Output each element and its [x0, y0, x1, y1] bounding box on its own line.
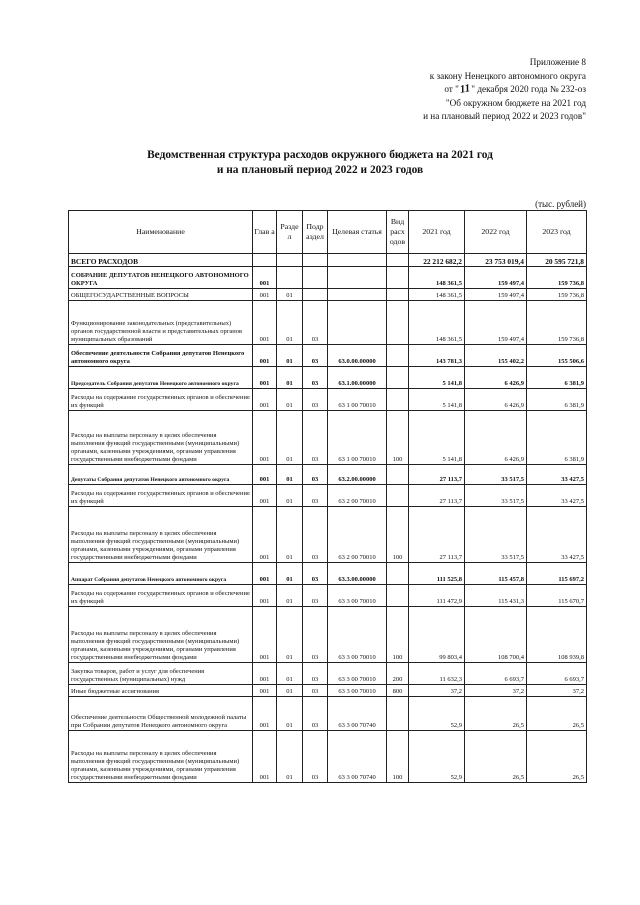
table-row — [69, 289, 587, 301]
row-2023: 33 427,5 — [527, 485, 587, 507]
row-name: ВСЕГО РАСХОДОВ — [69, 254, 253, 267]
row-statya: 63 1 00 70010 — [328, 411, 387, 465]
row-name: ОБЩЕГОСУДАРСТВЕННЫЕ ВОПРОСЫ — [69, 289, 253, 301]
row-2023: 20 595 721,8 — [527, 254, 587, 267]
annex-line-2: к закону Ненецкого автономного округа — [429, 70, 586, 81]
row-name: Председатель Собрания депутатов Ненецкого автономного округа — [69, 367, 253, 389]
row-podrazdel: 03 — [303, 663, 328, 685]
row-podrazdel: 03 — [303, 345, 328, 367]
row-name: Расходы на выплаты персоналу в целях обеспечения выполнения функций государственными (муниципальными) органами, казенными учреждениями, органами управления государственными внебюджетными фондами — [69, 607, 253, 663]
row-glava: 001 — [253, 731, 277, 783]
header-2022: 2022 год — [465, 211, 527, 254]
row-name: Расходы на содержание государственных органов и обеспечение их функций — [69, 485, 253, 507]
row-razdel: 01 — [277, 685, 303, 697]
row-2022: 26,5 — [465, 731, 527, 783]
row-2021: 52,9 — [409, 697, 465, 731]
row-razdel: 01 — [277, 607, 303, 663]
table-header-row — [69, 211, 587, 254]
row-podrazdel: 03 — [303, 731, 328, 783]
row-podrazdel: 03 — [303, 411, 328, 465]
row-razdel: 01 — [277, 301, 303, 345]
row-2023: 159 736,8 — [527, 289, 587, 301]
row-2023: 33 427,5 — [527, 507, 587, 563]
table-row — [69, 485, 587, 507]
row-2021: 37,2 — [409, 685, 465, 697]
row-2021: 52,9 — [409, 731, 465, 783]
header-2021: 2021 год — [409, 211, 465, 254]
row-vid — [387, 389, 409, 411]
row-glava: 001 — [253, 267, 277, 289]
row-statya: 63 3 00 70740 — [328, 697, 387, 731]
row-2022: 115 457,8 — [465, 563, 527, 585]
row-2021: 99 803,4 — [409, 607, 465, 663]
annex-date-prefix: от " — [444, 84, 459, 95]
row-podrazdel — [303, 267, 328, 289]
row-statya: 63.2.00.00000 — [328, 465, 387, 485]
table-row — [69, 389, 587, 411]
annex-line-1: Приложение 8 — [529, 57, 586, 67]
row-statya — [328, 289, 387, 301]
row-2023: 155 506,6 — [527, 345, 587, 367]
row-2021: 5 141,8 — [409, 389, 465, 411]
row-2021: 27 113,7 — [409, 465, 465, 485]
table-row — [69, 301, 587, 345]
header-name: Наименование — [69, 211, 253, 254]
header-glava: Глав а — [253, 211, 277, 254]
row-podrazdel: 03 — [303, 585, 328, 607]
row-podrazdel — [303, 289, 328, 301]
row-2023: 108 939,8 — [527, 607, 587, 663]
row-glava: 001 — [253, 411, 277, 465]
row-razdel: 01 — [277, 485, 303, 507]
row-statya: 63 3 00 70010 — [328, 607, 387, 663]
row-2022: 6 426,9 — [465, 411, 527, 465]
row-2021: 5 141,8 — [409, 367, 465, 389]
row-name: Расходы на содержание государственных органов и обеспечение их функций — [69, 585, 253, 607]
row-glava: 001 — [253, 607, 277, 663]
row-razdel: 01 — [277, 697, 303, 731]
row-vid: 100 — [387, 507, 409, 563]
row-2022: 159 497,4 — [465, 301, 527, 345]
row-name: Аппарат Собрания депутатов Ненецкого автономного округа — [69, 563, 253, 585]
row-statya — [328, 301, 387, 345]
row-2022: 155 402,2 — [465, 345, 527, 367]
row-razdel: 01 — [277, 411, 303, 465]
row-razdel: 01 — [277, 585, 303, 607]
row-podrazdel: 03 — [303, 301, 328, 345]
table-row — [69, 663, 587, 685]
row-statya: 63.1.00.00000 — [328, 367, 387, 389]
row-2021: 22 212 682,2 — [409, 254, 465, 267]
row-glava: 001 — [253, 465, 277, 485]
row-podrazdel — [303, 254, 328, 267]
row-glava: 001 — [253, 485, 277, 507]
row-vid: 100 — [387, 411, 409, 465]
row-2023: 159 736,8 — [527, 301, 587, 345]
row-glava — [253, 254, 277, 267]
row-2022: 37,2 — [465, 685, 527, 697]
row-statya: 63 3 00 70010 — [328, 585, 387, 607]
row-2021: 11 632,3 — [409, 663, 465, 685]
row-2021: 111 525,8 — [409, 563, 465, 585]
row-name: СОБРАНИЕ ДЕПУТАТОВ НЕНЕЦКОГО АВТОНОМНОГО ОКРУГА — [69, 267, 253, 289]
row-2023: 6 381,9 — [527, 389, 587, 411]
row-2022: 33 517,5 — [465, 507, 527, 563]
row-glava: 001 — [253, 563, 277, 585]
row-2022: 159 497,4 — [465, 289, 527, 301]
row-2022: 23 753 019,4 — [465, 254, 527, 267]
row-2021: 5 141,8 — [409, 411, 465, 465]
row-podrazdel: 03 — [303, 465, 328, 485]
row-2023: 6 381,9 — [527, 367, 587, 389]
row-2022: 115 431,3 — [465, 585, 527, 607]
row-statya: 63 2 00 70010 — [328, 485, 387, 507]
table-row — [69, 563, 587, 585]
row-podrazdel: 03 — [303, 507, 328, 563]
row-vid: 100 — [387, 607, 409, 663]
row-podrazdel: 03 — [303, 563, 328, 585]
row-name: Иные бюджетные ассигнования — [69, 685, 253, 697]
row-name: Обеспечение деятельности Собрания депутатов Ненецкого автономного округа — [69, 345, 253, 367]
row-name: Обеспечение деятельности Общественной молодежной палаты при Собрании депутатов Ненецкого автономного округа — [69, 697, 253, 731]
units-label: (тыс. рублей) — [535, 199, 586, 209]
row-razdel: 01 — [277, 731, 303, 783]
row-statya: 63 2 00 70010 — [328, 507, 387, 563]
row-2021: 111 472,9 — [409, 585, 465, 607]
row-name: Расходы на выплаты персоналу в целях обеспечения выполнения функций государственными (муниципальными) органами, казенными учреждениями, органами управления государственными внебюджетными фондами — [69, 731, 253, 783]
row-2023: 115 670,7 — [527, 585, 587, 607]
title-line-1: Ведомственная структура расходов окружного бюджета на 2021 год — [147, 149, 493, 161]
row-vid — [387, 485, 409, 507]
row-name: Функционирование законодательных (представительных) органов государственной власти и представительных органов муниципальных образований — [69, 301, 253, 345]
row-2021: 148 361,5 — [409, 301, 465, 345]
row-statya: 63.3.00.00000 — [328, 563, 387, 585]
row-2021: 143 781,3 — [409, 345, 465, 367]
row-statya: 63 3 00 70010 — [328, 685, 387, 697]
row-glava: 001 — [253, 289, 277, 301]
annex-line-4: "Об окружном бюджете на 2021 год — [445, 97, 586, 108]
row-podrazdel: 03 — [303, 697, 328, 731]
row-razdel: 01 — [277, 563, 303, 585]
annex-block — [286, 56, 586, 124]
row-2022: 6 693,7 — [465, 663, 527, 685]
row-podrazdel: 03 — [303, 389, 328, 411]
annex-date-suffix: " декабря 2020 года № 232-оз — [471, 84, 586, 95]
row-name: Депутаты Собрания депутатов Ненецкого автономного округа — [69, 465, 253, 485]
header-razdel: Разде л — [277, 211, 303, 254]
row-podrazdel: 03 — [303, 485, 328, 507]
row-vid: 800 — [387, 685, 409, 697]
table-row — [69, 507, 587, 563]
table-row — [69, 685, 587, 697]
row-vid — [387, 301, 409, 345]
row-vid: 100 — [387, 731, 409, 783]
row-2021: 27 113,7 — [409, 507, 465, 563]
row-2021: 148 361,5 — [409, 289, 465, 301]
row-glava: 001 — [253, 585, 277, 607]
row-name: Закупка товаров, работ и услуг для обеспечения государственных (муниципальных) нужд — [69, 663, 253, 685]
table-row-total — [69, 254, 587, 267]
row-podrazdel: 03 — [303, 367, 328, 389]
row-vid — [387, 345, 409, 367]
row-glava: 001 — [253, 367, 277, 389]
row-glava: 001 — [253, 697, 277, 731]
row-2022: 6 426,9 — [465, 389, 527, 411]
row-razdel: 01 — [277, 389, 303, 411]
table-row — [69, 585, 587, 607]
row-glava: 001 — [253, 389, 277, 411]
row-2023: 159 736,8 — [527, 267, 587, 289]
row-razdel: 01 — [277, 663, 303, 685]
header-2023: 2023 год — [527, 211, 587, 254]
title-line-2: и на плановый период 2022 и 2023 годов — [216, 164, 424, 176]
row-razdel — [277, 267, 303, 289]
row-razdel: 01 — [277, 345, 303, 367]
table-row — [69, 411, 587, 465]
document-title — [0, 148, 640, 178]
row-2023: 6 381,9 — [527, 411, 587, 465]
row-statya — [328, 267, 387, 289]
row-name: Расходы на выплаты персоналу в целях обеспечения выполнения функций государственными (муниципальными) органами, казенными учреждениями, органами управления государственными внебюджетными фондами — [69, 507, 253, 563]
row-2022: 108 700,4 — [465, 607, 527, 663]
row-2023: 33 427,5 — [527, 465, 587, 485]
table-row — [69, 367, 587, 389]
header-vid: Вид расх одов — [387, 211, 409, 254]
row-2022: 159 497,4 — [465, 267, 527, 289]
row-2023: 37,2 — [527, 685, 587, 697]
row-vid — [387, 367, 409, 389]
row-glava: 001 — [253, 345, 277, 367]
row-glava: 001 — [253, 507, 277, 563]
row-vid — [387, 585, 409, 607]
row-vid — [387, 267, 409, 289]
row-glava: 001 — [253, 685, 277, 697]
row-statya: 63 3 00 70010 — [328, 663, 387, 685]
row-statya: 63 1 00 70010 — [328, 389, 387, 411]
row-razdel: 01 — [277, 507, 303, 563]
row-vid — [387, 254, 409, 267]
table-row — [69, 731, 587, 783]
header-podrazdel: Подр аздел — [303, 211, 328, 254]
row-2023: 115 697,2 — [527, 563, 587, 585]
row-name: Расходы на содержание государственных органов и обеспечение их функций — [69, 389, 253, 411]
row-vid — [387, 289, 409, 301]
row-2022: 6 426,9 — [465, 367, 527, 389]
annex-line-3 — [286, 83, 586, 97]
row-razdel — [277, 254, 303, 267]
expenditure-table — [68, 210, 587, 783]
row-podrazdel: 03 — [303, 607, 328, 663]
table-row — [69, 267, 587, 289]
row-2021: 27 113,7 — [409, 485, 465, 507]
row-vid — [387, 563, 409, 585]
row-podrazdel: 03 — [303, 685, 328, 697]
row-2022: 33 517,5 — [465, 465, 527, 485]
row-2022: 26,5 — [465, 697, 527, 731]
row-statya — [328, 254, 387, 267]
row-2022: 33 517,5 — [465, 485, 527, 507]
table-row — [69, 345, 587, 367]
table-row — [69, 465, 587, 485]
row-glava: 001 — [253, 301, 277, 345]
row-2023: 26,5 — [527, 731, 587, 783]
row-vid — [387, 697, 409, 731]
annex-line-5: и на плановый период 2022 и 2023 годов" — [423, 111, 586, 122]
row-razdel: 01 — [277, 465, 303, 485]
row-2021: 148 361,5 — [409, 267, 465, 289]
handwritten-day: 11 — [458, 82, 472, 97]
row-name: Расходы на выплаты персоналу в целях обеспечения выполнения функций государственными (муниципальными) органами, казенными учреждениями, органами управления государственными внебюджетными фондами — [69, 411, 253, 465]
row-2023: 6 693,7 — [527, 663, 587, 685]
row-vid — [387, 465, 409, 485]
row-glava: 001 — [253, 663, 277, 685]
table-row — [69, 607, 587, 663]
row-statya: 63.0.00.00000 — [328, 345, 387, 367]
header-statya: Целевая статья — [328, 211, 387, 254]
table-row — [69, 697, 587, 731]
row-razdel: 01 — [277, 289, 303, 301]
row-razdel: 01 — [277, 367, 303, 389]
row-statya: 63 3 00 70740 — [328, 731, 387, 783]
row-vid: 200 — [387, 663, 409, 685]
row-2023: 26,5 — [527, 697, 587, 731]
